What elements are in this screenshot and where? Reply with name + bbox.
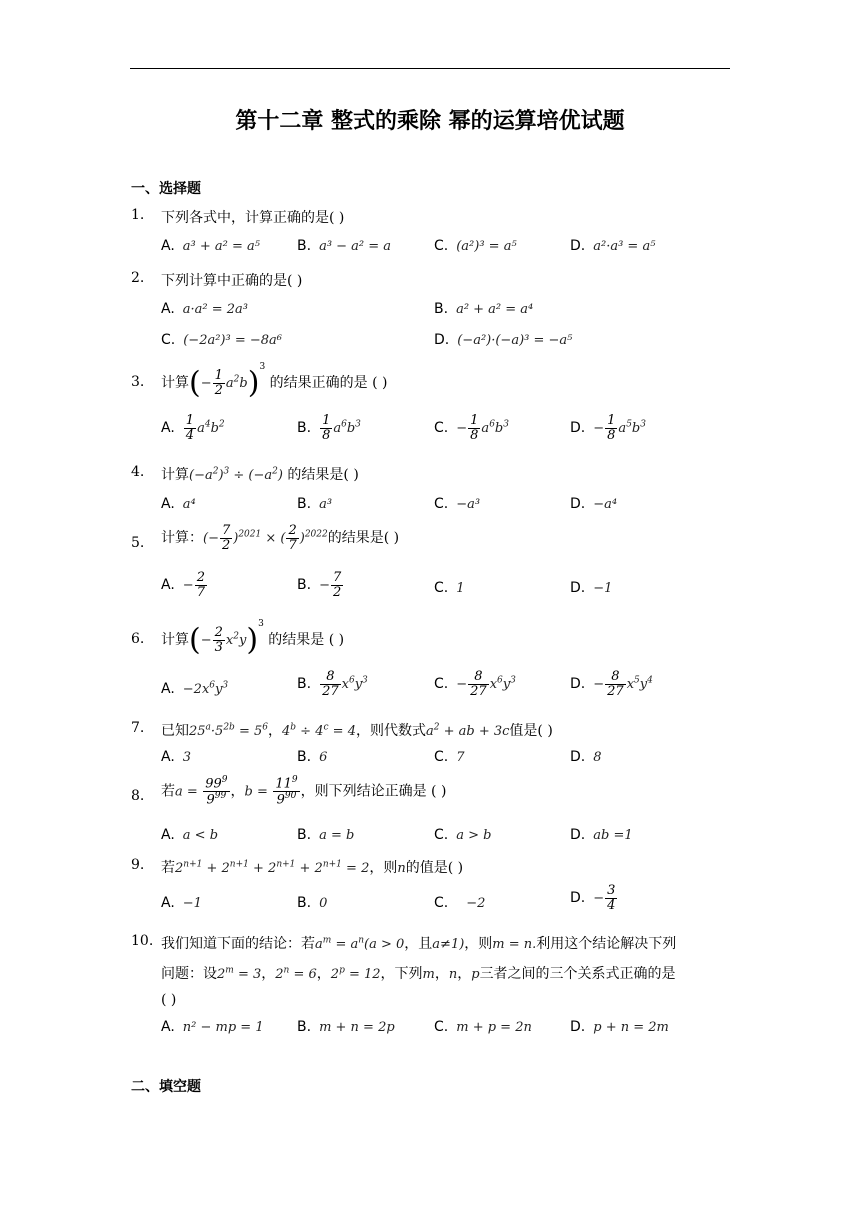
- option-d: D. 8: [570, 749, 602, 765]
- option-a: A. $-2x^6y^3$: [161, 681, 229, 698]
- option-d: D. a²·a³ = a⁵: [570, 238, 656, 254]
- option-a: A. −1: [161, 895, 202, 911]
- option-c: C. a > b: [434, 827, 492, 843]
- section-choice-heading: 一、选择题: [131, 181, 201, 197]
- option-b: B. a³ − a² = a: [297, 238, 392, 254]
- option-d: D. − $\frac{8}{27}$ $x^5y^4$: [570, 669, 653, 699]
- option-d: D. ab =1: [570, 827, 633, 843]
- question-number: 9.: [131, 857, 145, 873]
- page-title: 第十二章 整式的乘除 幂的运算培优试题: [235, 109, 625, 134]
- option-b: B. $\frac{1}{8}$ $a^6b^3$: [297, 413, 361, 443]
- option-a: A. a < b: [161, 827, 219, 843]
- question-stem-line: 问题：设$2^m = 3$，$2^n = 6$，$2^p = 12$，下列m，n，p三者之间的三个关系式正确的是: [161, 965, 676, 982]
- option-b: B. − $\frac{7}{2}$: [297, 570, 342, 600]
- question-number: 2.: [131, 270, 145, 286]
- question-stem: 下列各式中，计算正确的是( ): [161, 210, 345, 226]
- option-a: A. a·a² = 2a³: [161, 301, 249, 317]
- option-b: B. $\frac{8}{27}$ $x^6y^3$: [297, 669, 368, 699]
- option-d: D. p + n = 2m: [570, 1019, 669, 1035]
- option-c: C. 7: [434, 749, 465, 765]
- question-number: 6.: [131, 631, 145, 647]
- option-c: C. − $\frac{1}{8}$ $a^6b^3$: [434, 413, 509, 443]
- option-b: B. a³: [297, 496, 333, 512]
- question-number: 1.: [131, 207, 145, 223]
- option-a: A. 3: [161, 749, 192, 765]
- question-number: 8.: [131, 788, 145, 804]
- question-stem: 若a = $\frac{99^9}{9^{99}}$ ，b = $\frac{11^9}{9^{90}}$ ，则下列结论正确是 ( ): [161, 775, 447, 808]
- option-a: A. − $\frac{2}{7}$: [161, 570, 205, 600]
- option-b: B. m + n = 2p: [297, 1019, 395, 1035]
- question-stem: 若$2^{n+1} + 2^{n+1} + 2^{n+1} + 2^{n+1} = 2$，则n的值是( ): [161, 859, 464, 876]
- question-number: 5.: [131, 535, 145, 551]
- question-stem: 下列计算中正确的是( ): [161, 273, 303, 289]
- option-c: C. 1: [434, 580, 465, 596]
- question-number: 4.: [131, 464, 145, 480]
- option-c: C. (a²)³ = a⁵: [434, 238, 517, 254]
- option-b: B. a = b: [297, 827, 355, 843]
- option-b: B. 6: [297, 749, 328, 765]
- question-number: 7.: [131, 720, 145, 736]
- option-c: C. m + p = 2n: [434, 1019, 532, 1035]
- header-rule: [130, 68, 730, 69]
- option-c: C. −2: [434, 895, 486, 911]
- question-stem: 计算$(-a^2)^3 \div (-a^2)$ 的结果是( ): [161, 466, 359, 483]
- option-d: D. −a⁴: [570, 496, 618, 512]
- option-d: D. (−a²)·(−a)³ = −a⁵: [434, 332, 573, 348]
- option-b: B. a² + a² = a⁴: [434, 301, 534, 317]
- option-b: B. 0: [297, 895, 328, 911]
- question-number: 10.: [131, 933, 154, 949]
- question-stem: 计算(− $\frac{1}{2}$ $a^2b)^3$ 的结果正确的是 ( ): [161, 362, 388, 401]
- option-a: A. n² − mp = 1: [161, 1019, 264, 1035]
- question-stem: 计算：(− $\frac{7}{2}$ )$^{2021}$ × ( $\frac{2}{7}$ )$^{2022}$的结果是( ): [161, 523, 400, 553]
- question-stem: 计算(− $\frac{2}{3}$ $x^2y)^3$ 的结果是 ( ): [161, 619, 345, 658]
- option-d: D. − $\frac{3}{4}$: [570, 883, 616, 913]
- question-stem: 已知$25^a\cdot 5^{2b} = 5^6$，$4^b \div 4^c = 4$，则代数式$a^2$ + ab + 3c值是( ): [161, 722, 553, 739]
- option-d: D. − $\frac{1}{8}$ $a^5b^3$: [570, 413, 646, 443]
- option-a: A. a⁴: [161, 496, 196, 512]
- option-a: A. a³ + a² = a⁵: [161, 238, 260, 254]
- option-c: C. − $\frac{8}{27}$ $x^6y^3$: [434, 669, 516, 699]
- section-fill-heading: 二、填空题: [131, 1079, 201, 1095]
- option-c: C. −a³: [434, 496, 481, 512]
- question-stem-line: 我们知道下面的结论：若$a^m = a^n(a > 0$，且a≠1)，则m = n.利用这个结论解决下列: [161, 935, 677, 952]
- question-stem-line: ( ): [161, 992, 177, 1008]
- question-number: 3.: [131, 374, 145, 390]
- option-a: A. $\frac{1}{4}$ $a^4b^2$: [161, 413, 225, 443]
- option-d: D. −1: [570, 580, 613, 596]
- option-c: C. (−2a²)³ = −8a⁶: [161, 332, 282, 348]
